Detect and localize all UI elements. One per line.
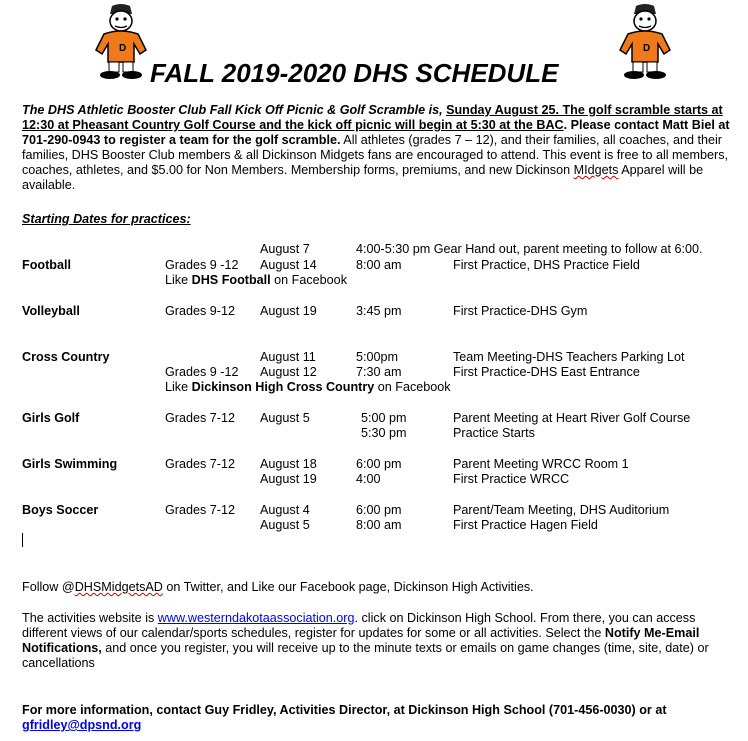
notify-me-label: Notify Me-Email Notifications, <box>22 626 700 655</box>
intro-misspelled-word: MIdgets <box>573 163 619 177</box>
starting-dates-heading: Starting Dates for practices: <box>22 212 191 226</box>
boys-soccer-event-1: Parent/Team Meeting, DHS Auditorium <box>453 503 670 517</box>
email-link[interactable]: gfridley@dpsnd.org <box>22 718 142 732</box>
girls-swimming-grades: Grades 7-12 <box>165 457 236 471</box>
svg-text:D: D <box>119 43 127 54</box>
boys-soccer-time-1: 6:00 pm <box>356 503 402 517</box>
midget-mascot-icon <box>88 4 154 80</box>
girls-swimming-date-1: August 18 <box>260 457 317 471</box>
intro-lead: The DHS Athletic Booster Club Fall Kick Off Picnic & Golf Scramble is, <box>22 103 447 117</box>
cross-country-facebook: Like Dickinson High Cross Country on Facebook <box>165 380 451 394</box>
sport-girls-golf: Girls Golf <box>22 411 80 425</box>
girls-golf-time-1: 5:00 pm <box>361 411 407 425</box>
boys-soccer-date-2: August 5 <box>260 518 310 532</box>
boys-soccer-date-1: August 4 <box>260 503 310 517</box>
girls-swimming-event-1: Parent Meeting WRCC Room 1 <box>453 457 629 471</box>
contact-paragraph: For more information, contact Guy Fridley, Activities Director, at Dickinson High School (701-456-0030) or at gfridley@dpsnd.org <box>22 703 667 732</box>
cross-country-time-1: 5:00pm <box>356 350 399 364</box>
football-event-1: 4:00-5:30 pm Gear Hand out, parent meeting to follow at 6:00. <box>356 242 703 256</box>
boys-soccer-grades: Grades 7-12 <box>165 503 236 517</box>
sport-boys-soccer: Boys Soccer <box>22 503 99 517</box>
svg-text:D: D <box>643 43 651 54</box>
football-date-1: August 7 <box>260 242 310 256</box>
girls-golf-time-2: 5:30 pm <box>361 426 407 440</box>
volleyball-time: 3:45 pm <box>356 304 402 318</box>
girls-golf-date-1: August 5 <box>260 411 310 425</box>
football-date-2: August 14 <box>260 258 317 272</box>
sport-football: Football <box>22 258 71 272</box>
sport-girls-swimming: Girls Swimming <box>22 457 118 471</box>
intro-body: All athletes (grades 7 – 12), and their families, all coaches, and their families, DHS Booster Club members & all Dickinson Midgets fans are encouraged to attend. This event is free to all members, coaches, athletes, and $5.00 for Non Members. Membership forms, premiums, and new Dickinson <box>22 133 729 177</box>
sport-cross-country: Cross Country <box>22 350 110 364</box>
girls-swimming-event-2: First Practice WRCC <box>453 472 570 486</box>
sport-volleyball: Volleyball <box>22 304 80 318</box>
volleyball-date: August 19 <box>260 304 317 318</box>
girls-swimming-time-1: 6:00 pm <box>356 457 402 471</box>
website-paragraph: The activities website is www.westerndakotaassociation.org. click on Dickinson High School. From there, you can access different views of our calendar/sports schedules, register for updates for some or all activities. Select the Notify Me-Email Notifications, and once you register, you will receive up to the minute texts or emails on game changes (time, site, date) or cancellations <box>22 611 709 670</box>
cross-country-grades: Grades 9 -12 <box>165 365 239 379</box>
page-title: FALL 2019-2020 DHS SCHEDULE <box>150 58 559 88</box>
football-event-2: First Practice, DHS Practice Field <box>453 258 640 272</box>
cross-country-date-1: August 11 <box>260 350 316 364</box>
girls-swimming-time-2: 4:00 <box>356 472 381 486</box>
boys-soccer-time-2: 8:00 am <box>356 518 402 532</box>
cross-country-event-1: Team Meeting-DHS Teachers Parking Lot <box>453 350 685 364</box>
intro-contact: . Please contact Matt Biel at 701-290-0943 to register a team for the golf scramble. <box>22 118 730 147</box>
football-facebook: Like DHS Football on Facebook <box>165 273 347 287</box>
cross-country-date-2: August 12 <box>260 365 317 379</box>
cross-country-time-2: 7:30 am <box>356 365 402 379</box>
girls-golf-event-1: Parent Meeting at Heart River Golf Course <box>453 411 691 425</box>
follow-line: Follow @DHSMidgetsAD on Twitter, and Like our Facebook page, Dickinson High Activities. <box>22 580 534 594</box>
girls-swimming-date-2: August 19 <box>260 472 317 486</box>
intro-end: Apparel will be available. <box>22 163 704 192</box>
football-time-2: 8:00 am <box>356 258 402 272</box>
text-cursor <box>22 533 23 547</box>
volleyball-grades: Grades 9-12 <box>165 304 236 318</box>
girls-golf-grades: Grades 7-12 <box>165 411 236 425</box>
football-grades: Grades 9 -12 <box>165 258 239 272</box>
website-link[interactable]: www.westerndakotaassociation.org <box>157 611 355 625</box>
volleyball-event: First Practice-DHS Gym <box>453 304 588 318</box>
cross-country-event-2: First Practice-DHS East Entrance <box>453 365 640 379</box>
girls-golf-event-2: Practice Starts <box>453 426 535 440</box>
midget-mascot-icon <box>612 4 678 80</box>
boys-soccer-event-2: First Practice Hagen Field <box>453 518 598 532</box>
intro-event-details: Sunday August 25. The golf scramble starts at 12:30 at Pheasant Country Golf Course and the kick off picnic will begin at 5:30 at the BAC <box>22 103 723 132</box>
intro-paragraph <box>22 103 734 193</box>
twitter-handle: DHSMidgetsAD <box>74 580 163 594</box>
